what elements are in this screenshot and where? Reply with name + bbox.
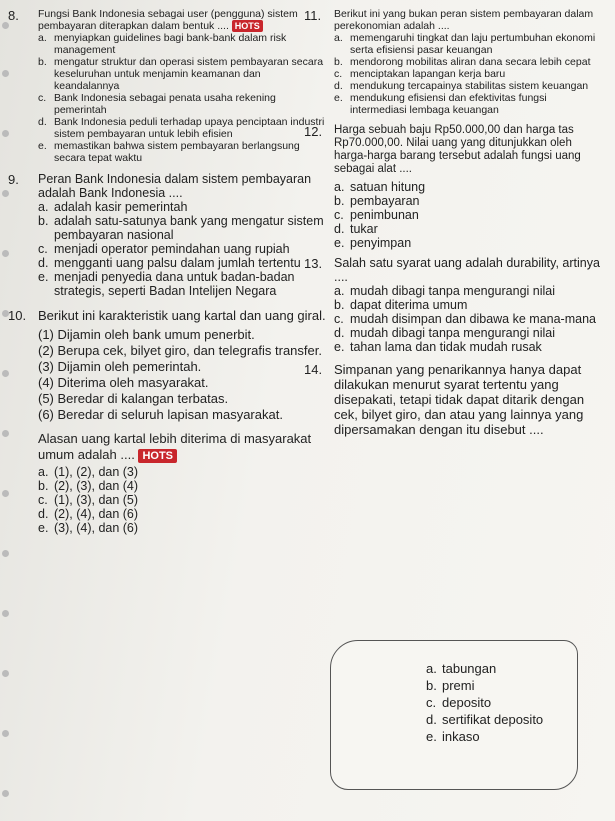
left-column xyxy=(8,8,326,539)
answer-option-b[interactable] xyxy=(334,56,604,68)
answer-option-c[interactable] xyxy=(334,68,604,80)
answer-option-e[interactable] xyxy=(334,236,604,250)
answer-option-b[interactable] xyxy=(38,56,326,92)
answer-option-c[interactable] xyxy=(38,493,326,507)
answer-option-b[interactable] xyxy=(38,214,326,242)
option-letter: d. xyxy=(334,80,343,92)
answer-option-a[interactable] xyxy=(38,465,326,479)
option-letter: a. xyxy=(334,284,345,298)
answer-option-a[interactable] xyxy=(426,660,543,677)
answer-option-c[interactable] xyxy=(38,92,326,116)
option-text: tabungan xyxy=(442,661,497,676)
option-letter: a. xyxy=(38,465,49,480)
option-text: dapat diterima umum xyxy=(350,298,468,312)
answer-option-d[interactable] xyxy=(426,711,543,728)
answer-option-d[interactable] xyxy=(38,507,326,521)
answer-option-b[interactable] xyxy=(334,298,604,312)
answer-option-d[interactable] xyxy=(334,80,604,92)
answer-option-a[interactable] xyxy=(334,32,604,56)
option-letter: e. xyxy=(334,92,343,104)
answer-option-a[interactable] xyxy=(38,200,326,214)
option-text: sertifikat deposito xyxy=(442,712,544,727)
option-letter: d. xyxy=(334,222,345,236)
answer-option-e[interactable] xyxy=(38,270,326,298)
option-letter: d. xyxy=(38,116,47,129)
binder-hole xyxy=(2,790,9,797)
option-text: inkaso xyxy=(442,729,480,744)
option-letter: c. xyxy=(334,208,344,222)
question-text: Berikut ini karakteristik uang kartal dan uang giral. xyxy=(38,308,326,324)
option-text: adalah kasir pemerintah xyxy=(54,200,188,215)
hots-badge: HOTS xyxy=(138,449,177,463)
question-number: 11. xyxy=(304,8,322,23)
answer-option-e[interactable] xyxy=(38,521,326,535)
answer-option-e[interactable] xyxy=(38,140,326,164)
option-text: menjadi penyedia dana untuk badan-badan strategis, seperti Badan Intelijen Negara xyxy=(54,270,295,299)
option-text: premi xyxy=(442,678,475,693)
option-letter: e. xyxy=(38,270,49,285)
option-letter: a. xyxy=(334,32,343,44)
answer-option-b[interactable] xyxy=(38,479,326,493)
option-letter: b. xyxy=(426,678,437,693)
option-text: memastikan bahwa sistem pembayaran berlangsung secara tepat waktu xyxy=(54,140,300,165)
option-letter: a. xyxy=(426,661,437,676)
option-text: deposito xyxy=(442,695,492,710)
question-14-options xyxy=(426,660,543,745)
question-number: 12. xyxy=(304,124,323,139)
answer-option-b[interactable] xyxy=(426,677,543,694)
option-letter: e. xyxy=(334,340,345,354)
option-text: mengganti uang palsu dalam jumlah tertentu xyxy=(54,256,301,271)
option-text: penimbunan xyxy=(350,208,419,222)
binder-hole xyxy=(2,550,9,557)
answer-option-a[interactable] xyxy=(334,284,604,298)
question-number: 14. xyxy=(304,362,323,377)
option-text: Bank Indonesia peduli terhadap upaya penciptaan industri sistem pembayaran untuk lebih efisien xyxy=(54,116,325,141)
statement-5: (5) Beredar di kalangan terbatas. xyxy=(38,391,229,407)
answer-option-c[interactable] xyxy=(426,694,543,711)
option-letter: a. xyxy=(334,180,345,194)
option-text: mendukung efisiensi dan efektivitas fungsi intermediasi lembaga keuangan xyxy=(350,92,547,116)
hots-badge: HOTS xyxy=(232,20,263,32)
answer-option-a[interactable] xyxy=(38,32,326,56)
question-text: Harga sebuah baju Rp50.000,00 dan harga tas Rp70.000,00. Nilai uang yang ditunjukkan oleh harga-harga barang tersebut adalah fungsi uang sebagai alat .... xyxy=(334,124,581,175)
option-text: memengaruhi tingkat dan laju pertumbuhan ekonomi serta efisiensi pasar keuangan xyxy=(350,32,596,56)
options xyxy=(304,284,604,354)
options xyxy=(8,465,326,535)
option-letter: c. xyxy=(38,242,48,257)
question-text: Peran Bank Indonesia dalam sistem pembayaran adalah Bank Indonesia .... xyxy=(38,172,312,201)
option-text: menciptakan lapangan kerja baru xyxy=(350,68,506,80)
question-14 xyxy=(304,362,604,437)
answer-option-d[interactable] xyxy=(38,256,326,270)
binder-hole xyxy=(2,670,9,677)
option-text: pembayaran xyxy=(350,194,420,208)
option-text: mendukung tercapainya stabilitas sistem keuangan xyxy=(350,80,589,92)
option-text: mendorong mobilitas aliran dana secara lebih cepat xyxy=(350,56,591,68)
option-letter: b. xyxy=(38,56,47,69)
option-text: mudah dibagi tanpa mengurangi nilai xyxy=(350,326,556,340)
option-text: tahan lama dan tidak mudah rusak xyxy=(350,340,542,354)
answer-option-c[interactable] xyxy=(334,312,604,326)
statement-1: (1) Dijamin oleh bank umum penerbit. xyxy=(38,327,255,343)
statements xyxy=(8,327,326,423)
question-text: Salah satu syarat uang adalah durability, artinya .... xyxy=(334,256,600,284)
statement-4: (4) Diterima oleh masyarakat. xyxy=(38,375,209,391)
option-text: menyiapkan guidelines bagi bank-bank dalam risk management xyxy=(54,32,287,57)
answer-option-c[interactable] xyxy=(38,242,326,256)
question-number: 9. xyxy=(8,172,19,188)
statement-2: (2) Berupa cek, bilyet giro, dan telegrafis transfer. xyxy=(38,343,322,359)
option-letter: a. xyxy=(38,200,49,215)
option-letter: d. xyxy=(426,712,437,727)
option-letter: e. xyxy=(426,729,437,744)
question-number: 8. xyxy=(8,8,19,23)
question-number: 10. xyxy=(8,308,27,324)
option-letter: e. xyxy=(38,140,47,153)
option-letter: c. xyxy=(426,695,437,710)
option-text: (3), (4), dan (6) xyxy=(54,521,139,536)
question-12 xyxy=(304,124,604,250)
option-letter: c. xyxy=(334,312,344,326)
option-letter: b. xyxy=(334,298,345,312)
option-text: (2), (4), dan (6) xyxy=(54,507,139,522)
option-text: satuan hitung xyxy=(350,180,426,194)
option-letter: e. xyxy=(38,521,49,536)
right-column xyxy=(304,8,604,441)
option-letter: a. xyxy=(38,32,47,45)
question-8 xyxy=(8,8,326,164)
question-9 xyxy=(8,172,326,298)
option-letter: b. xyxy=(38,479,49,494)
question-prompt: Alasan uang kartal lebih diterima di masyarakat umum adalah .... HOTS xyxy=(38,431,312,463)
option-text: mudah dibagi tanpa mengurangi nilai xyxy=(350,284,556,298)
answer-option-e[interactable] xyxy=(334,340,604,354)
option-text: mengatur struktur dan operasi sistem pembayaran secara keseluruhan untuk menjamin keamanan dan keandalannya xyxy=(54,56,324,93)
question-text: Fungsi Bank Indonesia sebagai user (pengguna) sistem pembayaran diterapkan dalam bentuk .... HOTS xyxy=(38,8,298,32)
question-number: 13. xyxy=(304,256,323,271)
option-letter: e. xyxy=(334,236,345,250)
answer-option-c[interactable] xyxy=(334,208,604,222)
binder-hole xyxy=(2,730,9,737)
option-letter: b. xyxy=(334,56,343,68)
option-text: tukar xyxy=(350,222,378,236)
option-text: penyimpan xyxy=(350,236,412,250)
answer-option-d[interactable] xyxy=(334,222,604,236)
option-text: menjadi operator pemindahan uang rupiah xyxy=(54,242,290,257)
option-text: (1), (3), dan (5) xyxy=(54,493,139,508)
statement-6: (6) Beredar di seluruh lapisan masyarakat. xyxy=(38,407,283,423)
option-letter: d. xyxy=(38,507,49,522)
answer-option-d[interactable] xyxy=(334,326,604,340)
binder-hole xyxy=(2,610,9,617)
option-text: adalah satu-satunya bank yang mengatur sistem pembayaran nasional xyxy=(54,214,324,243)
statement-3: (3) Dijamin oleh pemerintah. xyxy=(38,359,202,375)
question-11 xyxy=(304,8,604,116)
option-letter: c. xyxy=(334,68,343,80)
option-text: Bank Indonesia sebagai penata usaha rekening pemerintah xyxy=(54,92,276,117)
question-text: Berikut ini yang bukan peran sistem pembayaran dalam perekonomian adalah .... xyxy=(334,8,594,32)
answer-option-a[interactable] xyxy=(334,180,604,194)
option-text: mudah disimpan dan dibawa ke mana-mana xyxy=(350,312,596,326)
option-letter: b. xyxy=(38,214,49,229)
question-text: Simpanan yang penarikannya hanya dapat dilakukan menurut syarat tertentu yang disepakati, tetapi tidak dapat ditarik dengan cek, bilyet giro, dan atau yang lainnya yang dipersamakan dengan itu disebut .... xyxy=(334,362,585,437)
option-letter: c. xyxy=(38,92,47,105)
question-10 xyxy=(8,308,326,535)
option-letter: d. xyxy=(38,256,49,271)
options xyxy=(304,180,604,250)
answer-option-b[interactable] xyxy=(334,194,604,208)
option-letter: b. xyxy=(334,194,345,208)
options xyxy=(8,32,326,164)
question-13 xyxy=(304,256,604,354)
answer-option-d[interactable] xyxy=(38,116,326,140)
options xyxy=(8,200,326,298)
option-text: (2), (3), dan (4) xyxy=(54,479,139,494)
answer-option-e[interactable] xyxy=(426,728,543,745)
option-letter: d. xyxy=(334,326,345,340)
option-text: (1), (2), dan (3) xyxy=(54,465,139,480)
option-letter: c. xyxy=(38,493,48,508)
options xyxy=(304,32,604,116)
answer-option-e[interactable] xyxy=(334,92,604,116)
